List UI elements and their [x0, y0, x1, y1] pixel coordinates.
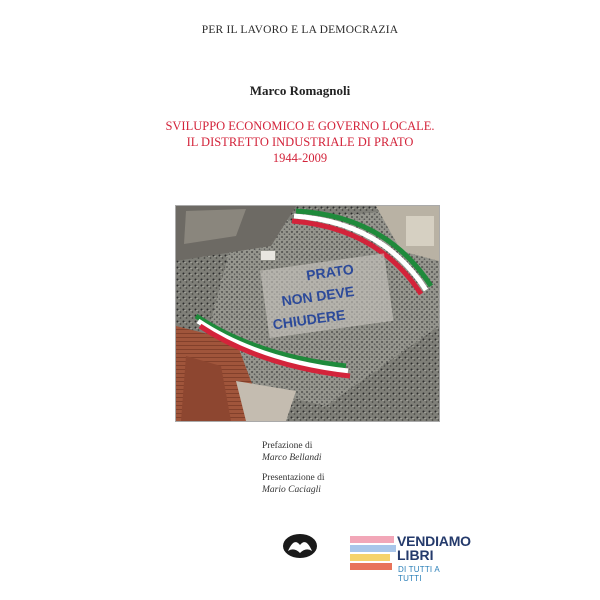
badge-stripe: [350, 545, 396, 552]
title-line: IL DISTRETTO INDUSTRIALE DI PRATO: [186, 135, 414, 149]
credit-name: Mario Caciagli: [262, 485, 321, 495]
badge-title: VENDIAMO: [397, 533, 471, 549]
title-line: 1944-2009: [272, 151, 328, 165]
badge-stripe: [350, 536, 394, 543]
credits: [262, 440, 325, 504]
badge-tagline: DI TUTTI A TUTTI: [398, 565, 440, 583]
title-line: SVILUPPO ECONOMICO E GOVERNO LOCALE.: [165, 119, 435, 133]
publisher-emblem-icon: [282, 533, 318, 559]
badge-stripe: [350, 554, 390, 561]
credit-role: Presentazione di: [262, 473, 325, 483]
series-title: PER IL LAVORO E LA DEMOCRAZIA: [201, 24, 399, 36]
credit-name: Marco Bellandi: [262, 453, 322, 463]
banner-text: PRATO: [305, 260, 355, 284]
badge-stripe: [350, 563, 392, 570]
banner-text: NON DEVE: [280, 282, 356, 309]
credit-role: Prefazione di: [262, 441, 313, 451]
aerial-crowd-illustration: [176, 206, 439, 421]
cover-photo: [175, 205, 440, 422]
author-name: Marco Romagnoli: [249, 83, 351, 98]
book-title: [160, 118, 440, 166]
vendiamo-libri-badge[interactable]: [350, 533, 471, 583]
badge-subtitle: LIBRI: [397, 547, 434, 563]
banner-text: CHIUDERE: [271, 306, 347, 333]
